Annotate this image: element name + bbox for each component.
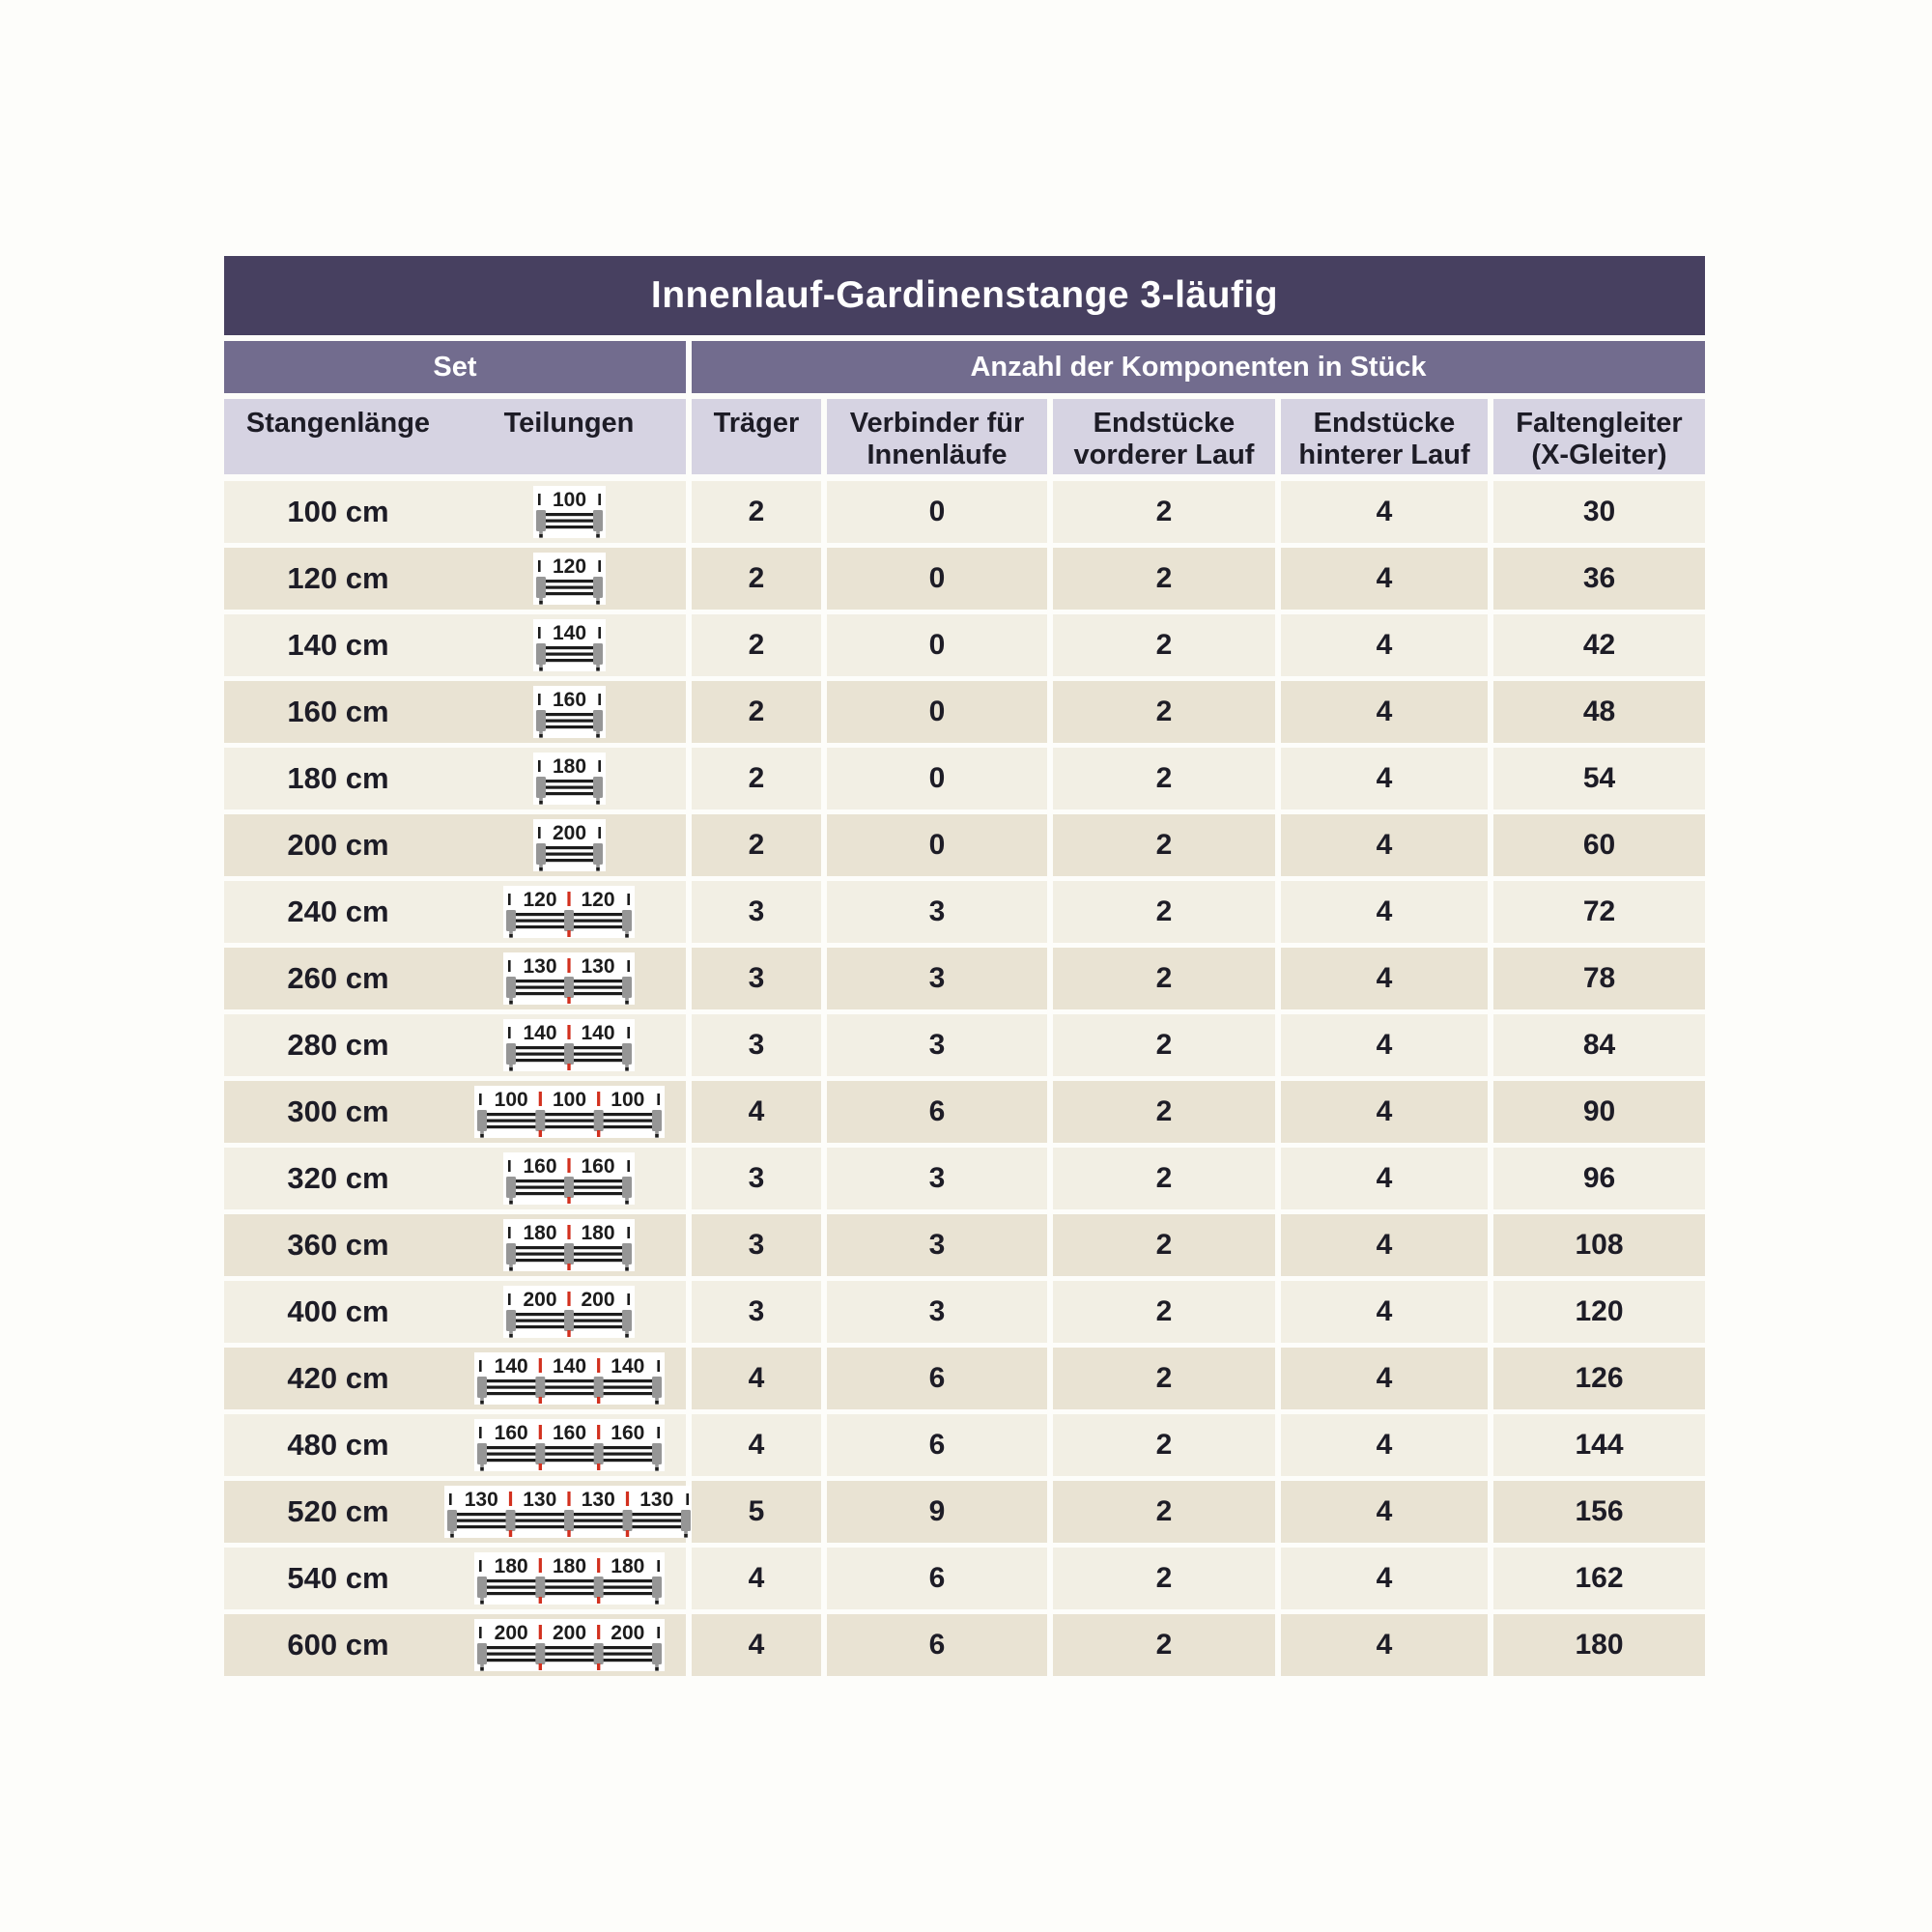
cell-faltengleiter: 60 [1493,814,1705,876]
svg-text:140: 140 [610,1355,644,1378]
column-header-endstuecke-vorderer: Endstücke vorderer Lauf [1053,399,1275,474]
table-row [224,614,1705,676]
cell-faltengleiter: 162 [1493,1548,1705,1609]
svg-text:180: 180 [610,1555,644,1577]
group-header-anzahl: Anzahl der Komponenten in Stück [692,341,1705,393]
table-row [224,881,1705,943]
column-header-traeger: Träger [692,399,821,474]
rod-diagram-icon [503,1286,635,1338]
cell-verbinder: 9 [827,1481,1047,1543]
rod-diagram [452,948,686,1009]
svg-text:160: 160 [523,1155,557,1178]
rod-diagram [452,481,686,543]
cell-verbinder: 3 [827,1281,1047,1343]
svg-text:130: 130 [464,1489,498,1511]
set-cell [224,1281,686,1343]
cell-faltengleiter: 84 [1493,1014,1705,1076]
cell-faltengleiter: 36 [1493,548,1705,610]
cell-verbinder: 6 [827,1348,1047,1409]
cell-traeger: 4 [692,1414,821,1476]
cell-endstuecke-vorderer: 2 [1053,548,1275,610]
svg-text:180: 180 [552,1555,586,1577]
cell-endstuecke-hinterer: 4 [1281,1081,1488,1143]
row-length: 320 cm [287,1161,389,1195]
row-length: 540 cm [287,1561,389,1595]
set-cell [224,681,686,743]
cell-endstuecke-hinterer: 4 [1281,1414,1488,1476]
column-header-stangenlaenge: Stangenlänge [245,408,431,439]
svg-text:130: 130 [581,955,615,978]
cell-endstuecke-vorderer: 2 [1053,948,1275,1009]
cell-endstuecke-vorderer: 2 [1053,1548,1275,1609]
cell-endstuecke-hinterer: 4 [1281,681,1488,743]
table-row [224,1014,1705,1076]
rod-diagram [452,1481,686,1543]
cell-verbinder: 0 [827,481,1047,543]
cell-endstuecke-hinterer: 4 [1281,1148,1488,1209]
set-cell [224,814,686,876]
set-cell [224,614,686,676]
cell-traeger: 3 [692,1148,821,1209]
cell-endstuecke-hinterer: 4 [1281,948,1488,1009]
table-row [224,681,1705,743]
row-length: 140 cm [287,628,389,662]
cell-endstuecke-vorderer: 2 [1053,1614,1275,1676]
row-length: 260 cm [287,961,389,995]
svg-text:200: 200 [581,1289,615,1311]
rod-diagram [452,1081,686,1143]
rod-diagram-icon [503,952,635,1005]
cell-endstuecke-hinterer: 4 [1281,1014,1488,1076]
set-cell [224,1014,686,1076]
rod-diagram-icon [503,1219,635,1271]
cell-traeger: 3 [692,1214,821,1276]
cell-verbinder: 3 [827,881,1047,943]
row-length: 280 cm [287,1028,389,1062]
svg-text:160: 160 [552,689,586,711]
row-length: 480 cm [287,1428,389,1462]
rod-diagram-icon [533,819,606,871]
set-cell [224,748,686,810]
svg-text:120: 120 [552,555,586,578]
svg-text:160: 160 [494,1422,528,1444]
cell-traeger: 2 [692,748,821,810]
rod-diagram-icon [533,553,606,605]
set-cell [224,548,686,610]
cell-verbinder: 6 [827,1548,1047,1609]
svg-text:100: 100 [610,1089,644,1111]
svg-text:200: 200 [610,1622,644,1644]
cell-faltengleiter: 42 [1493,614,1705,676]
svg-text:180: 180 [494,1555,528,1577]
svg-text:130: 130 [581,1489,615,1511]
cell-endstuecke-vorderer: 2 [1053,881,1275,943]
rod-diagram [452,548,686,610]
column-header-faltengleiter: Faltengleiter (X-Gleiter) [1493,399,1705,474]
svg-text:130: 130 [523,1489,557,1511]
row-length: 520 cm [287,1494,389,1528]
set-cell [224,948,686,1009]
cell-traeger: 4 [692,1348,821,1409]
set-cell [224,1348,686,1409]
cell-faltengleiter: 72 [1493,881,1705,943]
set-cell [224,481,686,543]
svg-text:130: 130 [523,955,557,978]
cell-endstuecke-hinterer: 4 [1281,1548,1488,1609]
cell-endstuecke-hinterer: 4 [1281,1281,1488,1343]
cell-endstuecke-hinterer: 4 [1281,1214,1488,1276]
rod-diagram [452,1014,686,1076]
cell-endstuecke-hinterer: 4 [1281,548,1488,610]
cell-endstuecke-vorderer: 2 [1053,814,1275,876]
rod-diagram [452,814,686,876]
svg-text:120: 120 [581,889,615,911]
cell-faltengleiter: 144 [1493,1414,1705,1476]
svg-text:100: 100 [552,1089,586,1111]
set-cell [224,1481,686,1543]
table-row [224,1281,1705,1343]
group-header-set: Set [224,341,686,393]
rod-diagram-icon [474,1419,665,1471]
rod-diagram-icon [533,753,606,805]
svg-text:200: 200 [552,1622,586,1644]
row-length: 240 cm [287,895,389,928]
cell-endstuecke-vorderer: 2 [1053,1081,1275,1143]
cell-endstuecke-vorderer: 2 [1053,681,1275,743]
cell-endstuecke-vorderer: 2 [1053,1281,1275,1343]
cell-endstuecke-hinterer: 4 [1281,814,1488,876]
row-length: 300 cm [287,1094,389,1128]
svg-text:200: 200 [523,1289,557,1311]
rod-diagram-icon [533,486,606,538]
group-header-row [224,341,1705,393]
cell-faltengleiter: 78 [1493,948,1705,1009]
column-header-verbinder: Verbinder für Innenläufe [827,399,1047,474]
cell-faltengleiter: 120 [1493,1281,1705,1343]
rod-diagram [452,881,686,943]
cell-endstuecke-vorderer: 2 [1053,1148,1275,1209]
svg-text:160: 160 [610,1422,644,1444]
rod-diagram [452,1348,686,1409]
svg-text:200: 200 [494,1622,528,1644]
rod-diagram-icon [474,1086,665,1138]
rod-diagram-icon [503,886,635,938]
rod-diagram [452,1214,686,1276]
svg-text:140: 140 [581,1022,615,1044]
svg-text:100: 100 [494,1089,528,1111]
cell-endstuecke-vorderer: 2 [1053,1414,1275,1476]
cell-endstuecke-hinterer: 4 [1281,881,1488,943]
rod-diagram [452,1414,686,1476]
table-row [224,748,1705,810]
row-length: 200 cm [287,828,389,862]
cell-traeger: 4 [692,1548,821,1609]
cell-verbinder: 0 [827,548,1047,610]
cell-verbinder: 0 [827,814,1047,876]
column-header-endstuecke-hinterer: Endstücke hinterer Lauf [1281,399,1488,474]
cell-faltengleiter: 30 [1493,481,1705,543]
cell-verbinder: 0 [827,748,1047,810]
table-row [224,1348,1705,1409]
cell-traeger: 5 [692,1481,821,1543]
rod-diagram-icon [474,1619,665,1671]
rod-diagram-icon [474,1352,665,1405]
cell-endstuecke-hinterer: 4 [1281,748,1488,810]
table-row [224,1548,1705,1609]
svg-text:140: 140 [552,1355,586,1378]
table-body [224,481,1705,1676]
cell-verbinder: 3 [827,1214,1047,1276]
cell-endstuecke-hinterer: 4 [1281,614,1488,676]
svg-text:180: 180 [552,755,586,778]
table-row [224,1481,1705,1543]
rod-diagram-icon [533,686,606,738]
row-length: 180 cm [287,761,389,795]
column-header-set-group [224,399,686,474]
cell-endstuecke-vorderer: 2 [1053,1214,1275,1276]
rod-diagram-icon [474,1552,665,1605]
cell-faltengleiter: 96 [1493,1148,1705,1209]
cell-endstuecke-vorderer: 2 [1053,1348,1275,1409]
column-header-teilungen: Teilungen [503,408,635,439]
cell-traeger: 2 [692,481,821,543]
svg-text:120: 120 [523,889,557,911]
rod-diagram [452,614,686,676]
cell-verbinder: 3 [827,1014,1047,1076]
svg-text:160: 160 [552,1422,586,1444]
rod-diagram-icon [533,619,606,671]
cell-verbinder: 3 [827,1148,1047,1209]
svg-text:140: 140 [494,1355,528,1378]
cell-faltengleiter: 54 [1493,748,1705,810]
cell-faltengleiter: 126 [1493,1348,1705,1409]
cell-endstuecke-vorderer: 2 [1053,614,1275,676]
cell-endstuecke-vorderer: 2 [1053,481,1275,543]
svg-text:200: 200 [552,822,586,844]
row-length: 160 cm [287,695,389,728]
svg-text:160: 160 [581,1155,615,1178]
svg-text:130: 130 [639,1489,674,1511]
set-cell [224,1214,686,1276]
set-cell [224,1148,686,1209]
cell-endstuecke-hinterer: 4 [1281,481,1488,543]
table-row [224,1614,1705,1676]
cell-endstuecke-vorderer: 2 [1053,1014,1275,1076]
row-length: 360 cm [287,1228,389,1262]
cell-traeger: 3 [692,1014,821,1076]
cell-verbinder: 0 [827,614,1047,676]
cell-faltengleiter: 90 [1493,1081,1705,1143]
rod-diagram [452,1548,686,1609]
cell-faltengleiter: 156 [1493,1481,1705,1543]
rod-diagram [452,681,686,743]
row-length: 120 cm [287,561,389,595]
row-length: 400 cm [287,1294,389,1328]
set-cell [224,881,686,943]
set-cell [224,1614,686,1676]
table-row [224,948,1705,1009]
table-row [224,814,1705,876]
cell-endstuecke-vorderer: 2 [1053,1481,1275,1543]
cell-verbinder: 0 [827,681,1047,743]
svg-text:140: 140 [552,622,586,644]
table-row [224,1214,1705,1276]
cell-traeger: 2 [692,681,821,743]
svg-text:140: 140 [523,1022,557,1044]
cell-traeger: 2 [692,814,821,876]
component-table [224,256,1705,1681]
cell-traeger: 2 [692,614,821,676]
cell-traeger: 2 [692,548,821,610]
rod-diagram-icon [503,1152,635,1205]
cell-endstuecke-hinterer: 4 [1281,1348,1488,1409]
cell-endstuecke-hinterer: 4 [1281,1614,1488,1676]
table-row [224,1148,1705,1209]
table-row [224,548,1705,610]
cell-faltengleiter: 180 [1493,1614,1705,1676]
svg-text:180: 180 [581,1222,615,1244]
cell-traeger: 3 [692,881,821,943]
cell-verbinder: 6 [827,1614,1047,1676]
cell-traeger: 4 [692,1614,821,1676]
set-cell [224,1414,686,1476]
set-cell [224,1548,686,1609]
table-title: Innenlauf-Gardinenstange 3-läufig [224,256,1705,335]
cell-verbinder: 6 [827,1081,1047,1143]
cell-verbinder: 6 [827,1414,1047,1476]
cell-traeger: 4 [692,1081,821,1143]
column-header-row [224,399,1705,474]
svg-text:180: 180 [523,1222,557,1244]
rod-diagram [452,1148,686,1209]
table-row [224,1081,1705,1143]
cell-traeger: 3 [692,1281,821,1343]
cell-verbinder: 3 [827,948,1047,1009]
svg-text:100: 100 [552,489,586,511]
cell-faltengleiter: 108 [1493,1214,1705,1276]
cell-endstuecke-hinterer: 4 [1281,1481,1488,1543]
rod-diagram [452,1614,686,1676]
rod-diagram-icon [444,1486,694,1538]
row-length: 100 cm [287,495,389,528]
table-row [224,1414,1705,1476]
table-row [224,481,1705,543]
rod-diagram-icon [503,1019,635,1071]
set-cell [224,1081,686,1143]
rod-diagram [452,1281,686,1343]
cell-traeger: 3 [692,948,821,1009]
cell-endstuecke-vorderer: 2 [1053,748,1275,810]
row-length: 600 cm [287,1628,389,1662]
cell-faltengleiter: 48 [1493,681,1705,743]
row-length: 420 cm [287,1361,389,1395]
rod-diagram [452,748,686,810]
